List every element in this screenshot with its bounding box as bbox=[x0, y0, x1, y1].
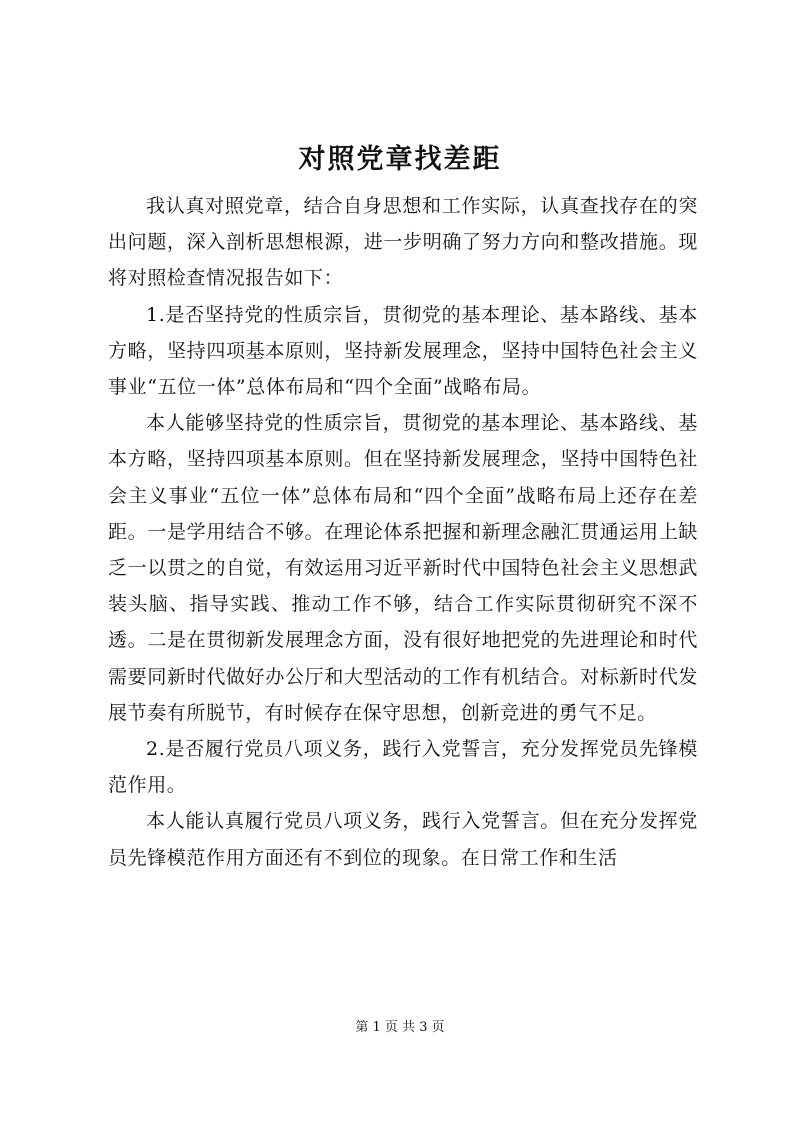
paragraph-item-2-heading: 2.是否履行党员八项义务，践行入党誓言，充分发挥党员先锋模范作用。 bbox=[108, 738, 698, 797]
document-title: 对照党章找差距 bbox=[298, 144, 502, 175]
document-body bbox=[108, 188, 698, 876]
paragraph-item-2-body: 本人能认真履行党员八项义务，践行入党誓言。但在充分发挥党员先锋模范作用方面还有不到位的现象。在日常工作和生活 bbox=[108, 810, 698, 869]
paragraph-item-1-body: 本人能够坚持党的性质宗旨，贯彻党的基本理论、基本路线、基本方略，坚持四项基本原则。但在坚持新发展理念，坚持中国特色社会主义事业“五位一体”总体布局和“四个全面”战略布局上还存在差距。一是学用结合不够。在理论体系把握和新理念融汇贯通运用上缺乏一以贯之的自觉，有效运用习近平新时代中国特色社会主义思想武装头脑、指导实践、推动工作不够，结合工作实际贯彻研究不深不透。二是在贯彻新发展理念方面，没有很好地把党的先进理论和时代需要同新时代做好办公厅和大型活动的工作有机结合。对标新时代发展节奏有所脱节，有时候存在保守思想，创新竞进的勇气不足。 bbox=[108, 412, 698, 724]
page-footer: 第 1 页 共 3 页 bbox=[355, 1020, 445, 1035]
paragraph-intro: 我认真对照党章，结合自身思想和工作实际，认真查找存在的突出问题，深入剖析思想根源，进一步明确了努力方向和整改措施。现将对照检查情况报告如下： bbox=[108, 195, 698, 290]
paragraph-item-1-heading: 1.是否坚持党的性质宗旨，贯彻党的基本理论、基本路线、基本方略，坚持四项基本原则，坚持新发展理念，坚持中国特色社会主义事业“五位一体”总体布局和“四个全面”战略布局。 bbox=[108, 303, 698, 399]
